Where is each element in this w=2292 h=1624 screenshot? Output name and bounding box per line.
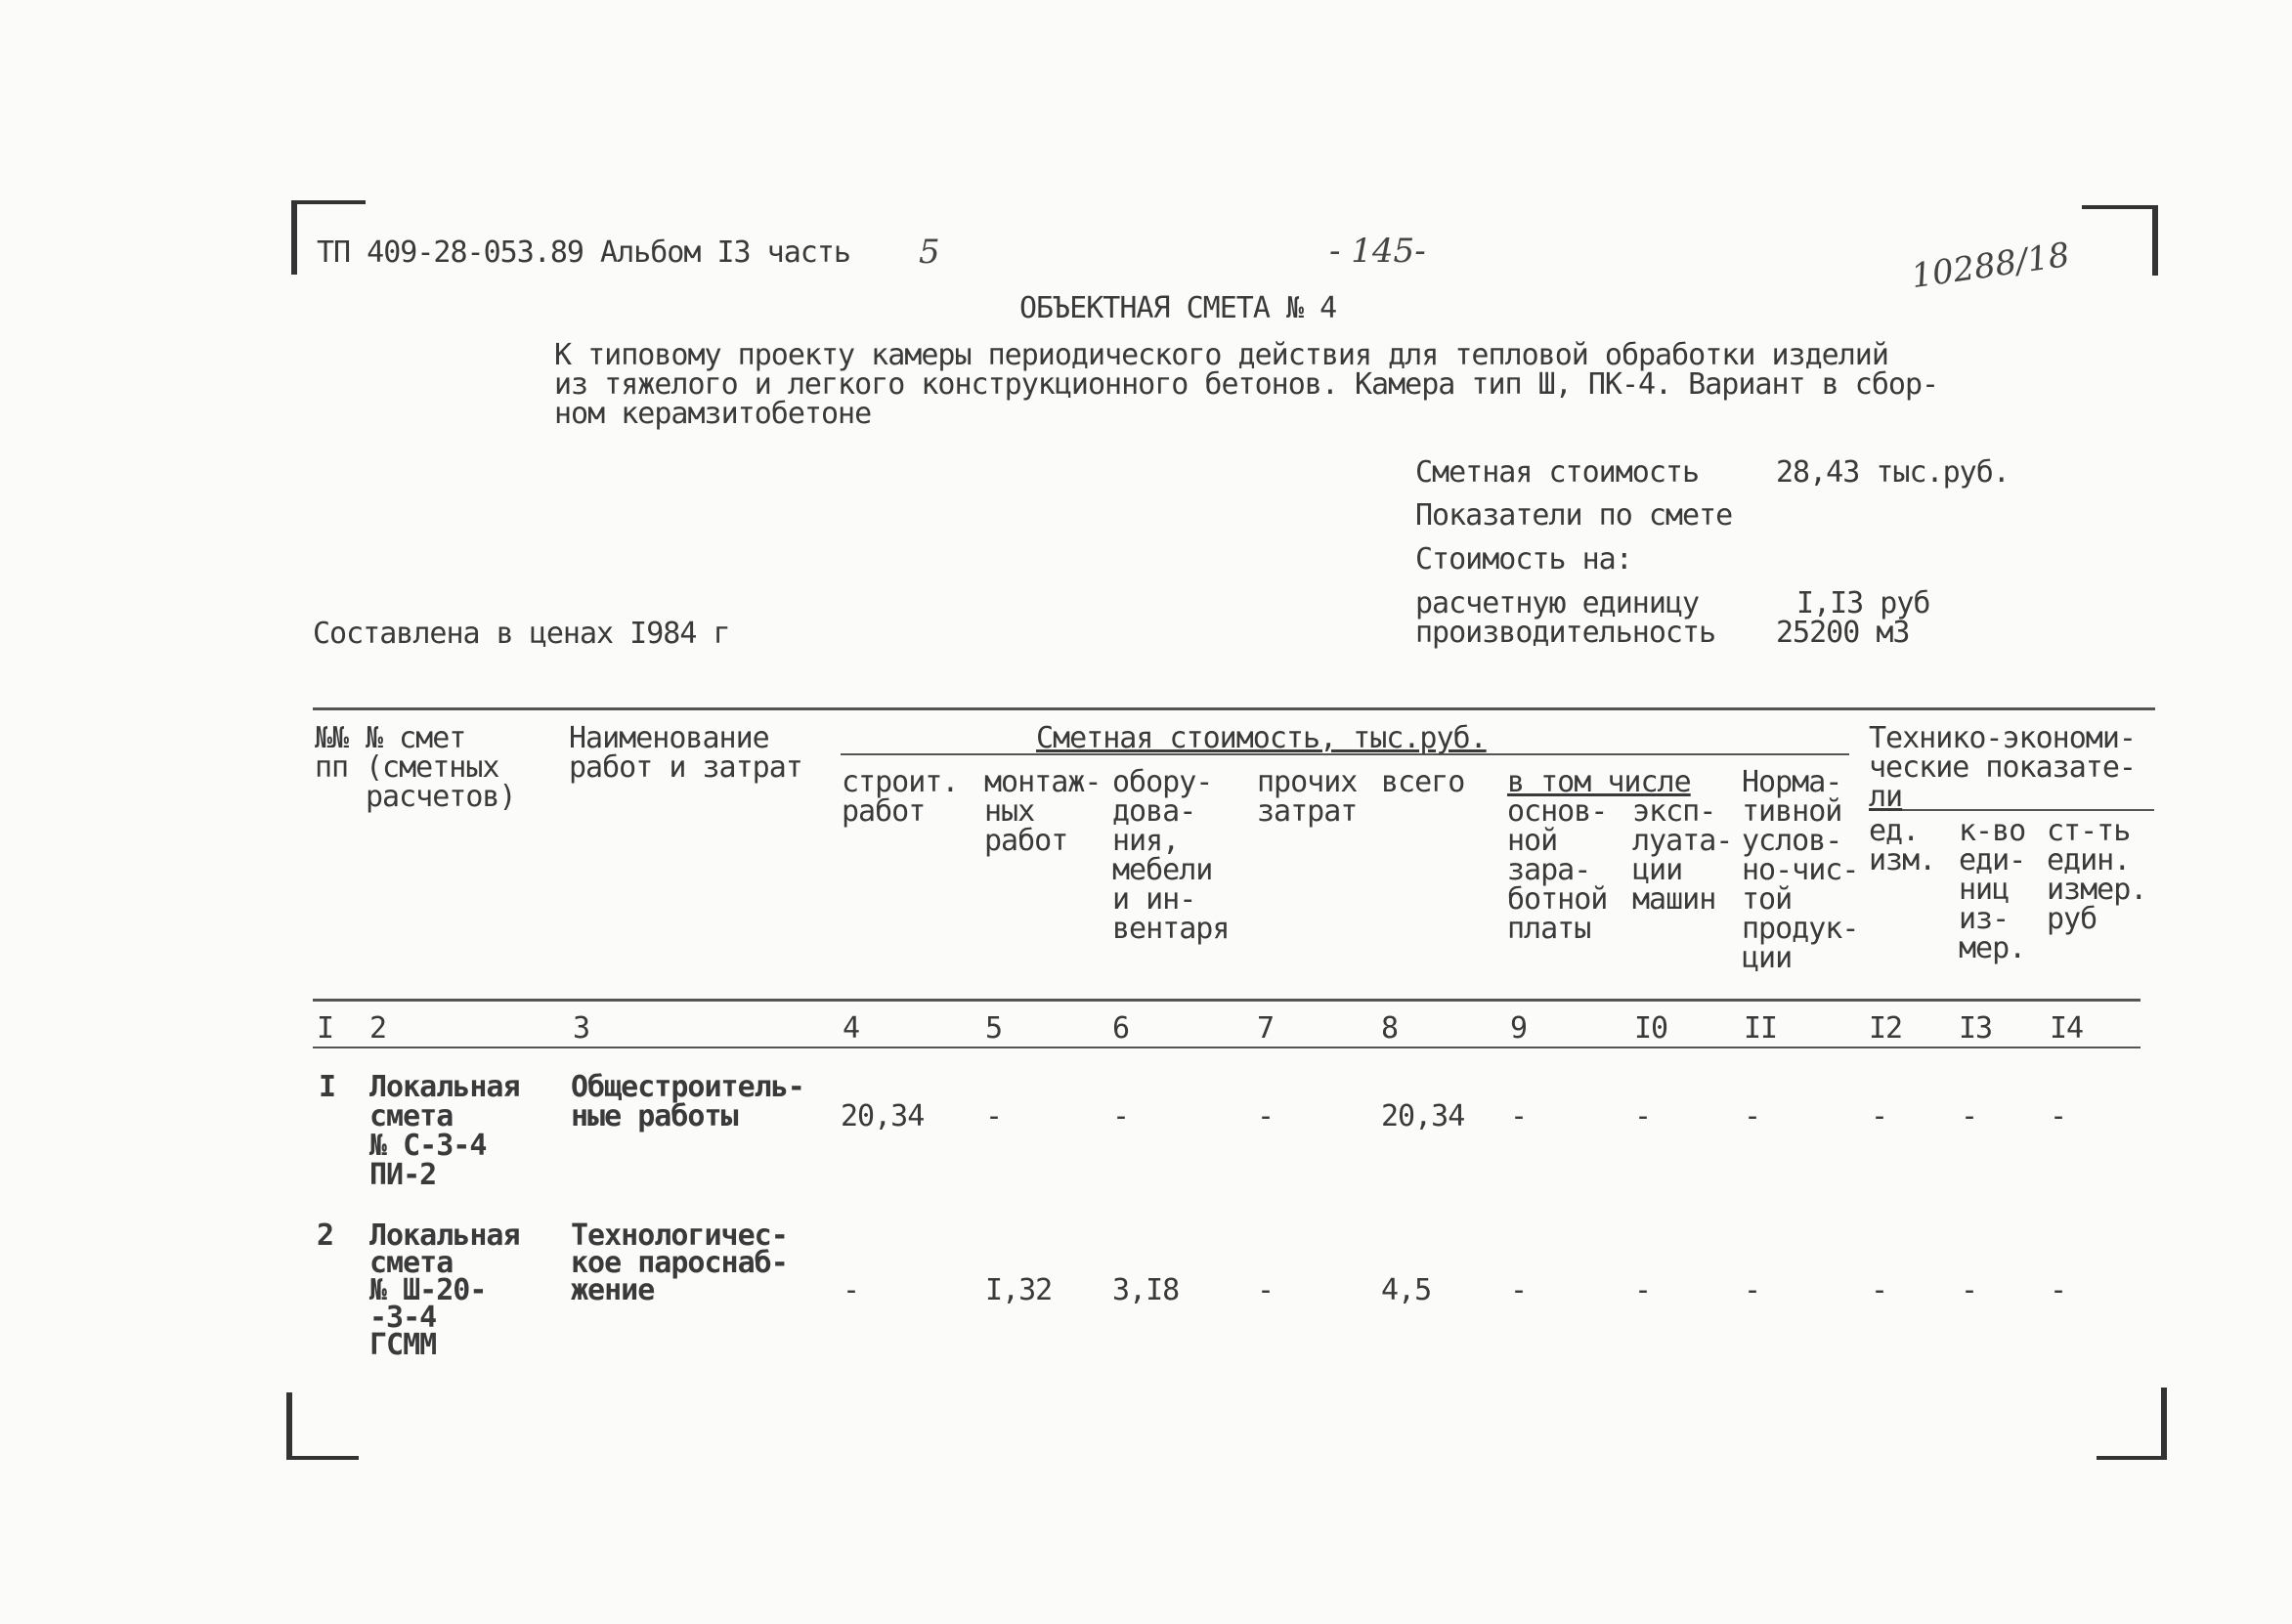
prices-note: Составлена в ценах I984 г bbox=[313, 617, 730, 651]
indicators-label: Показатели по смете bbox=[1415, 498, 1733, 533]
row-1-name-line-2: ные работы bbox=[571, 1099, 738, 1133]
row-2-name-line-2: кое пароснаб- bbox=[571, 1246, 788, 1280]
row-2-other-cost: - bbox=[1257, 1273, 1275, 1307]
column-number-5: 5 bbox=[985, 1011, 1003, 1046]
row-2-unit-cost: - bbox=[2050, 1273, 2067, 1307]
header-col-1-line-2: пп bbox=[315, 750, 349, 785]
header-col-5-line-2: ных bbox=[984, 794, 1035, 829]
header-col-13-line-3: ниц bbox=[1959, 873, 2010, 907]
header-tech-group-line-2: ческие показате- bbox=[1869, 750, 2136, 785]
document-reference: ТП 409-28-053.89 Альбом I3 часть bbox=[317, 235, 850, 270]
row-1-estimate-line-4: ПИ-2 bbox=[369, 1158, 437, 1192]
row-2-estimate-line-2: смета bbox=[369, 1246, 454, 1280]
row-1-wages: - bbox=[1510, 1099, 1528, 1133]
row-1-quantity: - bbox=[1961, 1099, 1978, 1133]
header-col-11-line-3: услов- bbox=[1742, 824, 1842, 858]
header-col-7-line-2: затрат bbox=[1257, 794, 1358, 829]
header-col-14-line-2: един. bbox=[2047, 843, 2131, 877]
row-2-estimate-line-4: -3-4 bbox=[369, 1301, 437, 1335]
row-2-estimate-line-3: № Ш-20- bbox=[369, 1273, 487, 1307]
row-2-wages: - bbox=[1510, 1273, 1528, 1307]
row-2-equipment-cost: 3,I8 bbox=[1112, 1273, 1180, 1307]
header-col-14-line-1: ст-ть bbox=[2047, 814, 2131, 848]
row-2-quantity: - bbox=[1961, 1273, 1978, 1307]
header-col-13-line-2: еди- bbox=[1959, 843, 2026, 877]
row-1-net-output: - bbox=[1744, 1099, 1761, 1133]
header-col-14-line-4: руб bbox=[2047, 902, 2097, 936]
header-col-1-line-1: №№ bbox=[315, 721, 349, 755]
header-col-6-line-3: ния, bbox=[1112, 824, 1180, 858]
row-1-machine-operation: - bbox=[1634, 1099, 1652, 1133]
document-title: ОБЪЕКТНАЯ СМЕТА № 4 bbox=[1019, 291, 1337, 325]
description-line-3: ном керамзитобетоне bbox=[554, 397, 872, 431]
header-col-11-line-5: той bbox=[1742, 882, 1793, 917]
header-col-11-line-6: продук- bbox=[1742, 912, 1859, 946]
column-number-4: 4 bbox=[843, 1011, 860, 1046]
column-number-11: II bbox=[1744, 1011, 1778, 1046]
cost-per-label: Стоимость на: bbox=[1415, 542, 1632, 577]
header-col-9-line-4: ботной bbox=[1507, 882, 1608, 917]
column-number-10: I0 bbox=[1634, 1011, 1668, 1046]
corner-bracket-top-right bbox=[2082, 205, 2158, 276]
row-1-mounting-cost: - bbox=[985, 1099, 1003, 1133]
row-1-estimate-line-2: смета bbox=[369, 1099, 454, 1133]
header-col-13-line-4: из- bbox=[1959, 902, 2010, 936]
header-col-9-line-5: платы bbox=[1507, 912, 1591, 946]
row-2-unit: - bbox=[1871, 1273, 1888, 1307]
header-col-10-line-2: луата- bbox=[1632, 824, 1733, 858]
row-1-estimate-line-3: № С-3-4 bbox=[369, 1129, 487, 1163]
row-1-unit-cost: - bbox=[2050, 1099, 2067, 1133]
header-bottom-rule bbox=[313, 999, 2141, 1002]
header-col-2-line-3: расчетов) bbox=[366, 780, 516, 814]
header-including-group: в том числе bbox=[1507, 765, 1691, 799]
row-1-number: I bbox=[319, 1070, 336, 1104]
description-line-2: из тяжелого и легкого конструкционного бетонов. Камера тип Ш, ПК-4. Вариант в сбор- bbox=[554, 367, 1939, 402]
header-col-13-line-1: к-во bbox=[1959, 814, 2026, 848]
row-2-construction-cost: - bbox=[843, 1273, 860, 1307]
column-number-8: 8 bbox=[1381, 1011, 1399, 1046]
header-col-6-line-2: дова- bbox=[1112, 794, 1196, 829]
row-1-total-cost: 20,34 bbox=[1381, 1099, 1465, 1133]
column-number-12: I2 bbox=[1869, 1011, 1903, 1046]
row-1-equipment-cost: - bbox=[1112, 1099, 1130, 1133]
header-col-3-line-1: Наименование bbox=[569, 721, 769, 755]
capacity-label: производительность bbox=[1415, 616, 1716, 650]
row-1-unit: - bbox=[1871, 1099, 1888, 1133]
header-col-13-line-5: мер. bbox=[1959, 931, 2026, 965]
column-number-14: I4 bbox=[2050, 1011, 2084, 1046]
column-number-6: 6 bbox=[1112, 1011, 1130, 1046]
capacity-value: 25200 м3 bbox=[1776, 616, 1910, 650]
column-number-3: 3 bbox=[573, 1011, 590, 1046]
row-1-other-cost: - bbox=[1257, 1099, 1275, 1133]
column-number-13: I3 bbox=[1959, 1011, 1993, 1046]
row-2-machine-operation: - bbox=[1634, 1273, 1652, 1307]
header-tech-group-line-3: ли bbox=[1869, 780, 1903, 814]
column-number-7: 7 bbox=[1257, 1011, 1275, 1046]
column-number-2: 2 bbox=[369, 1011, 387, 1046]
header-col-12-line-2: изм. bbox=[1869, 843, 1936, 877]
header-col-9-line-1: основ- bbox=[1507, 794, 1608, 829]
header-col-7-line-1: прочих bbox=[1257, 765, 1358, 799]
header-col-11-line-1: Норма- bbox=[1742, 765, 1842, 799]
row-2-name-line-3: жение bbox=[571, 1273, 655, 1307]
header-tech-group-line-1: Технико-экономи- bbox=[1869, 721, 2136, 755]
header-col-2-line-2: (сметных bbox=[366, 750, 499, 785]
row-1-estimate-line-1: Локальная bbox=[369, 1070, 520, 1104]
row-2-name-line-1: Технологичес- bbox=[571, 1218, 788, 1253]
part-number: 5 bbox=[919, 233, 940, 272]
page-number: - 145- bbox=[1329, 232, 1426, 271]
header-col-9-line-3: зара- bbox=[1507, 853, 1591, 887]
header-col-4-line-2: работ bbox=[842, 794, 926, 829]
estimated-cost-value: 28,43 тыс.руб. bbox=[1776, 455, 2010, 490]
header-col-10-line-4: машин bbox=[1632, 882, 1716, 917]
header-col-9-line-2: ной bbox=[1507, 824, 1558, 858]
header-col-11-line-2: тивной bbox=[1742, 794, 1842, 829]
archive-number: 10288/18 bbox=[1909, 235, 2072, 297]
unit-cost-value: I,I3 руб bbox=[1796, 586, 1930, 620]
row-2-number: 2 bbox=[317, 1218, 334, 1253]
header-col-3-line-2: работ и затрат bbox=[569, 750, 802, 785]
column-number-1: I bbox=[317, 1011, 334, 1046]
table-top-rule bbox=[313, 707, 2155, 710]
header-col-6-line-5: и ин- bbox=[1112, 882, 1196, 917]
header-col-11-line-4: но-чис- bbox=[1742, 853, 1859, 887]
column-number-9: 9 bbox=[1510, 1011, 1528, 1046]
unit-cost-label: расчетную единицу bbox=[1415, 586, 1700, 620]
header-col-10-line-3: ции bbox=[1632, 853, 1683, 887]
header-cost-group: Сметная стоимость, тыс.руб. bbox=[1036, 721, 1487, 755]
row-2-estimate-line-1: Локальная bbox=[369, 1218, 520, 1253]
tech-group-rule bbox=[1869, 809, 2154, 811]
row-1-name-line-1: Общестроитель- bbox=[571, 1070, 804, 1104]
header-col-6-line-4: мебели bbox=[1112, 853, 1213, 887]
header-col-14-line-3: измер. bbox=[2047, 873, 2147, 907]
header-col-8: всего bbox=[1381, 765, 1465, 799]
header-col-5-line-3: работ bbox=[984, 824, 1068, 858]
header-col-10-line-1: эксп- bbox=[1632, 794, 1716, 829]
header-col-5-line-1: монтаж- bbox=[984, 765, 1102, 799]
row-2-estimate-line-5: ГСММ bbox=[369, 1328, 437, 1362]
column-numbers-rule bbox=[313, 1047, 2141, 1048]
header-col-6-line-6: вентаря bbox=[1112, 912, 1230, 946]
estimated-cost-label: Сметная стоимость bbox=[1415, 455, 1700, 490]
row-2-net-output: - bbox=[1744, 1273, 1761, 1307]
header-col-11-line-7: ции bbox=[1742, 941, 1793, 975]
description-line-1: К типовому проекту камеры периодического действия для тепловой обработки изделий bbox=[554, 338, 1888, 372]
row-2-mounting-cost: I,32 bbox=[985, 1273, 1053, 1307]
header-col-4-line-1: строит. bbox=[842, 765, 959, 799]
header-col-6-line-1: обору- bbox=[1112, 765, 1213, 799]
row-1-construction-cost: 20,34 bbox=[841, 1099, 925, 1133]
corner-bracket-bottom-right bbox=[2097, 1388, 2167, 1460]
header-col-12-line-1: ед. bbox=[1869, 814, 1920, 848]
row-2-total-cost: 4,5 bbox=[1381, 1273, 1432, 1307]
header-col-2-line-1: № смет bbox=[366, 721, 466, 755]
corner-bracket-bottom-left bbox=[286, 1392, 359, 1460]
